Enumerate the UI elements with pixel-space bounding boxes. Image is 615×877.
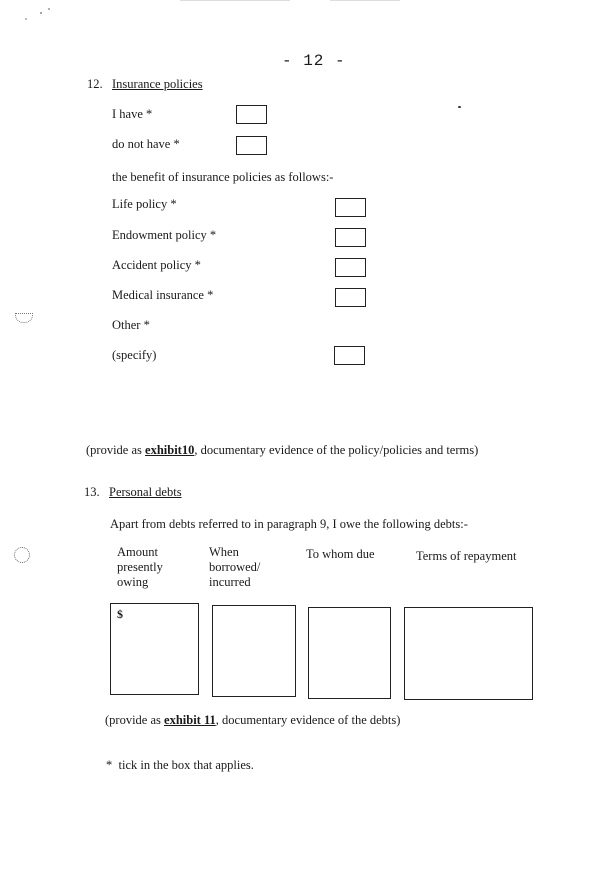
- footnote: [106, 758, 254, 773]
- column-header-when: [209, 545, 260, 590]
- header-line: borrowed/: [209, 560, 261, 574]
- policy-label-medical: Medical insurance *: [112, 288, 214, 302]
- punch-hole-mark: [15, 313, 33, 323]
- note-prefix: (provide as: [105, 713, 165, 727]
- note-suffix: , documentary evidence of the policy/policies and terms): [194, 443, 479, 457]
- column-header-terms: Terms of repayment: [416, 549, 517, 563]
- checkbox-medical-insurance[interactable]: [335, 288, 366, 307]
- header-line: incurred: [209, 575, 251, 589]
- header-line: Amount: [117, 545, 158, 559]
- currency-symbol: $: [117, 607, 123, 621]
- field-when-borrowed[interactable]: [212, 605, 296, 697]
- scan-speck: [48, 8, 50, 10]
- header-line: presently: [117, 560, 163, 574]
- policy-label-life: Life policy *: [112, 197, 177, 211]
- field-amount-owing[interactable]: [110, 603, 199, 695]
- policy-label-other: Other *: [112, 318, 150, 332]
- section-title: Personal debts: [109, 485, 182, 499]
- option-label-do-not-have: do not have *: [112, 137, 180, 151]
- field-to-whom-due[interactable]: [308, 607, 391, 699]
- debts-intro: Apart from debts referred to in paragraph 9, I owe the following debts:-: [110, 517, 468, 531]
- insurance-intro: the benefit of insurance policies as follows:-: [112, 170, 334, 184]
- punch-hole-mark: [14, 547, 30, 563]
- checkbox-accident-policy[interactable]: [335, 258, 366, 277]
- note-suffix: , documentary evidence of the debts): [215, 713, 401, 727]
- header-line: When: [209, 545, 239, 559]
- note-prefix: (provide as: [86, 443, 146, 457]
- section-number: 12.: [87, 77, 103, 91]
- exhibit-11-note: [105, 713, 400, 728]
- checkbox-life-policy[interactable]: [335, 198, 366, 217]
- exhibit-11-label: exhibit 11: [164, 713, 216, 727]
- checkbox-i-have[interactable]: [236, 105, 267, 124]
- column-header-to-whom: To whom due: [306, 547, 375, 561]
- footnote-marker: *: [106, 758, 113, 772]
- scan-artifact-line: [180, 0, 290, 1]
- exhibit-10-note: [86, 443, 478, 458]
- page-number: - 12 -: [282, 52, 346, 70]
- column-header-amount: [117, 545, 163, 590]
- footnote-text: tick in the box that applies.: [118, 758, 254, 772]
- exhibit-10-label: exhibit10: [145, 443, 195, 457]
- checkbox-do-not-have[interactable]: [236, 136, 267, 155]
- option-label-have: I have *: [112, 107, 153, 121]
- policy-label-endowment: Endowment policy *: [112, 228, 217, 242]
- policy-label-specify: (specify): [112, 348, 157, 362]
- checkbox-other-specify[interactable]: [334, 346, 365, 365]
- policy-label-accident: Accident policy *: [112, 258, 201, 272]
- section-number: 13.: [84, 485, 100, 499]
- field-terms-of-repayment[interactable]: [404, 607, 533, 700]
- header-line: owing: [117, 575, 149, 589]
- scan-artifact-line: [330, 0, 400, 1]
- scan-speck: [458, 106, 461, 108]
- scan-speck: [25, 18, 27, 20]
- checkbox-endowment-policy[interactable]: [335, 228, 366, 247]
- section-title: Insurance policies: [112, 77, 203, 91]
- scan-speck: [40, 12, 42, 14]
